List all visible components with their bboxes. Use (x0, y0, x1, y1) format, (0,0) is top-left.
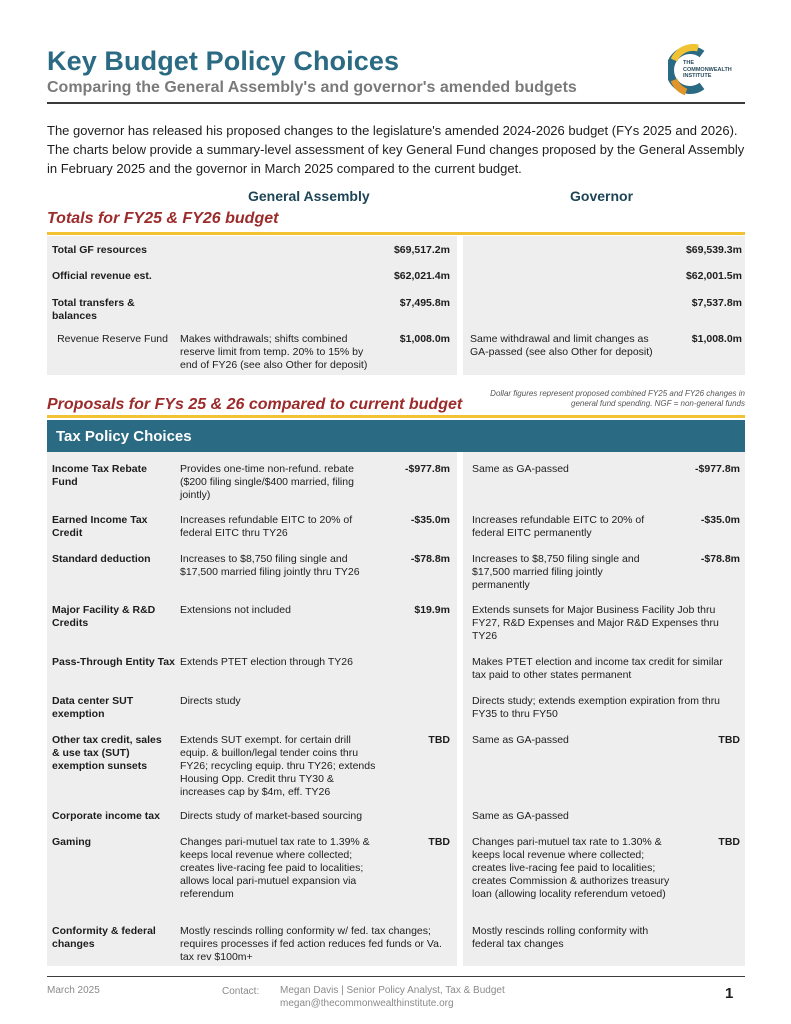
totals-gov-amount: $7,537.8m (691, 297, 742, 309)
totals-section-title: Totals for FY25 & FY26 budget (47, 210, 279, 227)
intro-paragraph: The governor has released his proposed changes to the legislature's amended 2024-2026 budget (FYs 2025 and 2026). The charts below provide a summary-level assessment of key General Fund changes proposed by the General Assembly in February 2025 and the governor in March 2025 compared to the current budget. (47, 123, 745, 176)
tax-gov-text: Mostly rescinds rolling conformity with federal tax changes (472, 925, 649, 950)
tax-gov-text: Same as GA-passed (472, 463, 569, 475)
page-subtitle: Comparing the General Assembly's and governor's amended budgets (47, 79, 577, 96)
totals-ga-text: Makes withdrawals; shifts combined reserve limit from temp. 20% to 15% by end of FY26 (see also Other for deposit) (180, 333, 368, 371)
tax-ga-text: Extends SUT exempt. for certain drill equip. & buillon/legal tender coins thru FY26; recycling equip. thru TY26; extends Housing Opp. Credit thru TY30 & increases cap by $4m, eff. TY26 (180, 734, 376, 798)
tax-gov-amount: -$78.8m (700, 553, 740, 565)
tax-policy-title: Tax Policy Choices (56, 428, 192, 445)
tax-gov-amount: TBD (718, 836, 740, 848)
tax-gov-text: Same as GA-passed (472, 734, 569, 746)
tax-row-label: Standard deduction (52, 553, 151, 565)
logo-text: THE COMMONWEALTH INSTITUTE (683, 60, 732, 79)
totals-gold-rule (47, 232, 745, 235)
page-number: 1 (725, 985, 734, 1002)
totals-gov-amount: $62,001.5m (685, 270, 742, 282)
tax-ga-text: Provides one-time non-refund. rebate ($200 filing single/$400 married, filing jointly) (180, 463, 354, 501)
tax-row-label: Gaming (52, 836, 92, 848)
tax-ga-amount: TBD (428, 734, 450, 746)
totals-ga-amount: $69,517.2m (393, 244, 450, 256)
proposals-section-title: Proposals for FYs 25 & 26 compared to current budget (47, 396, 463, 413)
totals-row-label: Total transfers & balances (52, 297, 135, 322)
proposals-gold-rule (47, 415, 745, 418)
tax-ga-text: Extensions not included (180, 604, 291, 616)
totals-ga-amount: $1,008.0m (399, 333, 450, 345)
column-heading-general-assembly: General Assembly (248, 188, 370, 204)
tax-ga-text: Mostly rescinds rolling conformity w/ fed. tax changes; requires processes if fed action reduces fed funds or Va. tax rev $100m+ (180, 925, 442, 963)
footer-contact-email[interactable]: megan@thecommonwealthinstitute.org (280, 998, 454, 1009)
tax-ga-amount: -$977.8m (405, 463, 450, 475)
footer-contact (280, 984, 505, 1010)
tax-row-label: Major Facility & R&D Credits (52, 604, 156, 629)
column-heading-governor: Governor (570, 188, 634, 204)
totals-gov-text: Same withdrawal and limit changes as GA-passed (see also Other for deposit) (470, 333, 653, 358)
totals-ga-amount: $62,021.4m (393, 270, 450, 282)
totals-gov-amount: $69,539.3m (685, 244, 742, 256)
footer-contact-name: Megan Davis | Senior Policy Analyst, Tax & Budget (280, 985, 505, 996)
totals-row-label: Official revenue est. (52, 270, 152, 282)
totals-gov-amount: $1,008.0m (691, 333, 742, 345)
footer-contact-label: Contact: (222, 986, 260, 997)
tax-row-label: Pass-Through Entity Tax (52, 656, 175, 668)
tax-gov-amount: TBD (718, 734, 740, 746)
tax-row-label: Other tax credit, sales & use tax (SUT) exemption sunsets (52, 734, 162, 772)
tax-row-label: Conformity & federal changes (52, 925, 156, 950)
tax-gov-amount: -$35.0m (700, 514, 740, 526)
tax-gov-amount: -$977.8m (695, 463, 740, 475)
proposals-note: Dollar figures represent proposed combined FY25 and FY26 changes in general fund spending. NGF = non-general funds (490, 389, 745, 408)
tax-gov-text: Directs study; extends exemption expiration from thru FY35 to thru FY50 (472, 695, 721, 720)
tax-gov-text: Extends sunsets for Major Business Facility Job thru FY27, R&D Expenses and Major R&D Expenses thru TY26 (472, 604, 719, 642)
tax-ga-text: Extends PTET election through TY26 (180, 656, 353, 668)
tax-gov-text: Changes pari-mutuel tax rate to 1.30% & keeps local revenue where collected; creates live-racing fee paid to localities; creates Commission & authorizes treasury loan (allowing locality referendum vetoed) (472, 836, 670, 900)
tax-ga-text: Increases to $8,750 filing single and $17,500 married filing jointly thru TY26 (180, 553, 360, 578)
tax-row-label: Earned Income Tax Credit (52, 514, 148, 539)
totals-row-label: Revenue Reserve Fund (57, 333, 168, 345)
page-title: Key Budget Policy Choices (47, 46, 400, 76)
tax-ga-amount: $19.9m (414, 604, 450, 616)
tax-ga-amount: -$35.0m (410, 514, 450, 526)
totals-row-label: Total GF resources (52, 244, 147, 256)
tax-ga-amount: -$78.8m (410, 553, 450, 565)
tax-ga-text: Increases refundable EITC to 20% of federal EITC thru TY26 (180, 514, 353, 539)
tax-ga-text: Changes pari-mutuel tax rate to 1.39% & keeps local revenue where collected; creates live-racing fee paid to localities; allows local pari-mutuel expansion via referendum (180, 836, 370, 900)
footer-divider (47, 976, 745, 977)
tax-ga-amount: TBD (428, 836, 450, 848)
tax-gov-text: Same as GA-passed (472, 810, 569, 822)
tax-row-label: Data center SUT exemption (52, 695, 134, 720)
tax-ga-text: Directs study (180, 695, 241, 707)
tax-gov-text: Increases refundable EITC to 20% of federal EITC permanently (472, 514, 645, 539)
header-divider (47, 102, 745, 104)
tax-gov-text: Increases to $8,750 filing single and $17,500 married filing jointly permanently (472, 553, 640, 591)
tax-gov-text: Makes PTET election and income tax credit for similar tax paid to other states permanent (472, 656, 723, 681)
footer-date: March 2025 (47, 985, 100, 996)
tax-ga-text: Directs study of market-based sourcing (180, 810, 363, 822)
tax-row-label: Income Tax Rebate Fund (52, 463, 147, 488)
totals-ga-amount: $7,495.8m (399, 297, 450, 309)
tax-row-label: Corporate income tax (52, 810, 160, 822)
